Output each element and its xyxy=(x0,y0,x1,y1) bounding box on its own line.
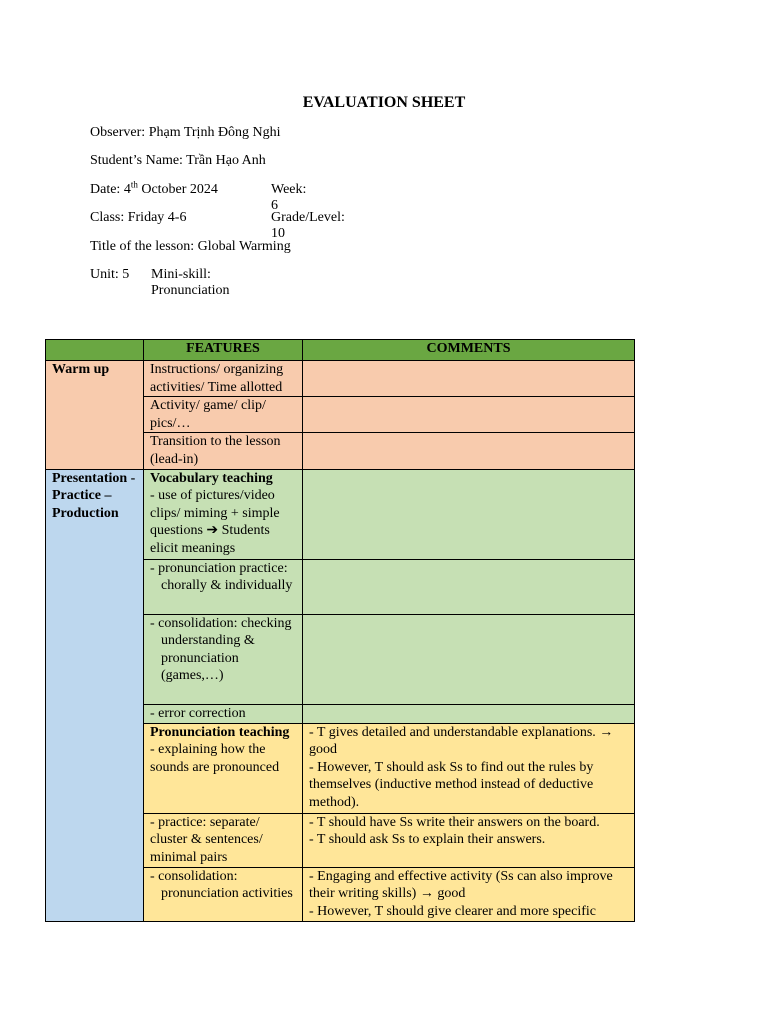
feature-cell: Pronunciation teaching - explaining how the sounds are pronounced xyxy=(144,723,303,813)
comment-cell xyxy=(303,614,635,704)
evaluation-table xyxy=(45,339,635,922)
student-name-line: Student’s Name: Trần Hạo Anh xyxy=(90,153,266,169)
feature-cell: - consolidation: checking understanding & pronunciation (games,…) xyxy=(144,614,303,704)
vocab-heading: Vocabulary teaching xyxy=(150,470,273,486)
feature-cell: Activity/ game/ clip/ pics/… xyxy=(144,397,303,433)
comment-cell: - T should have Ss write their answers on the board. - T should ask Ss to explain their answers. xyxy=(303,813,635,867)
header-cell-features: FEATURES xyxy=(144,340,303,361)
header-cell-stage xyxy=(46,340,144,361)
unit-text: Unit: 5 xyxy=(90,266,130,282)
feature-cell: Vocabulary teaching - use of pictures/video clips/ miming + simple questions ➔ Students elicit meanings xyxy=(144,469,303,559)
stage-ppp: Presentation - Practice – Production xyxy=(46,469,144,921)
feature-cell: - pronunciation practice: chorally & individually xyxy=(144,559,303,614)
grade-text: Grade/Level: 10 xyxy=(271,210,345,242)
class-grade-line xyxy=(90,210,345,242)
feature-cell: - consolidation: pronunciation activities xyxy=(144,867,303,921)
comment-cell xyxy=(303,433,635,469)
observer-line: Observer: Phạm Trịnh Đông Nghi xyxy=(90,125,281,140)
pronunciation-heading: Pronunciation teaching xyxy=(150,724,290,740)
comment-cell xyxy=(303,361,635,397)
arrow-right-icon: ➔ xyxy=(206,523,219,539)
comment-cell: - T gives detailed and understandable explanations. → good - However, T should ask Ss to find out the rules by themselves (inductive method instead of deductive method). xyxy=(303,723,635,813)
class-text: Class: Friday 4-6 xyxy=(90,210,187,226)
lesson-title-line: Title of the lesson: Global Warming xyxy=(90,238,291,254)
comment-cell xyxy=(303,469,635,559)
date-text: Date: 4th October 2024 xyxy=(90,179,218,197)
table-row xyxy=(46,469,635,559)
table-header-row xyxy=(46,340,635,361)
stage-warm-up: Warm up xyxy=(46,361,144,470)
feature-cell: Transition to the lesson (lead-in) xyxy=(144,433,303,469)
header-info xyxy=(90,125,345,298)
comment-cell xyxy=(303,704,635,723)
feature-cell: - error correction xyxy=(144,704,303,723)
feature-cell: - practice: separate/ cluster & sentences/ minimal pairs xyxy=(144,813,303,867)
feature-cell: Instructions/ organizing activities/ Time allotted xyxy=(144,361,303,397)
unit-skill-line xyxy=(90,266,291,298)
mini-skill-text: Mini-skill: Pronunciation xyxy=(151,266,230,298)
comment-cell xyxy=(303,397,635,433)
date-week-line xyxy=(90,179,307,213)
comment-cell xyxy=(303,559,635,614)
table-row xyxy=(46,361,635,397)
comment-cell: - Engaging and effective activity (Ss can also improve their writing skills) → good - However, T should give clearer and more specific xyxy=(303,867,635,921)
document-title: EVALUATION SHEET xyxy=(302,94,466,111)
week-text: Week: 6 xyxy=(271,181,307,213)
header-cell-comments: COMMENTS xyxy=(303,340,635,361)
